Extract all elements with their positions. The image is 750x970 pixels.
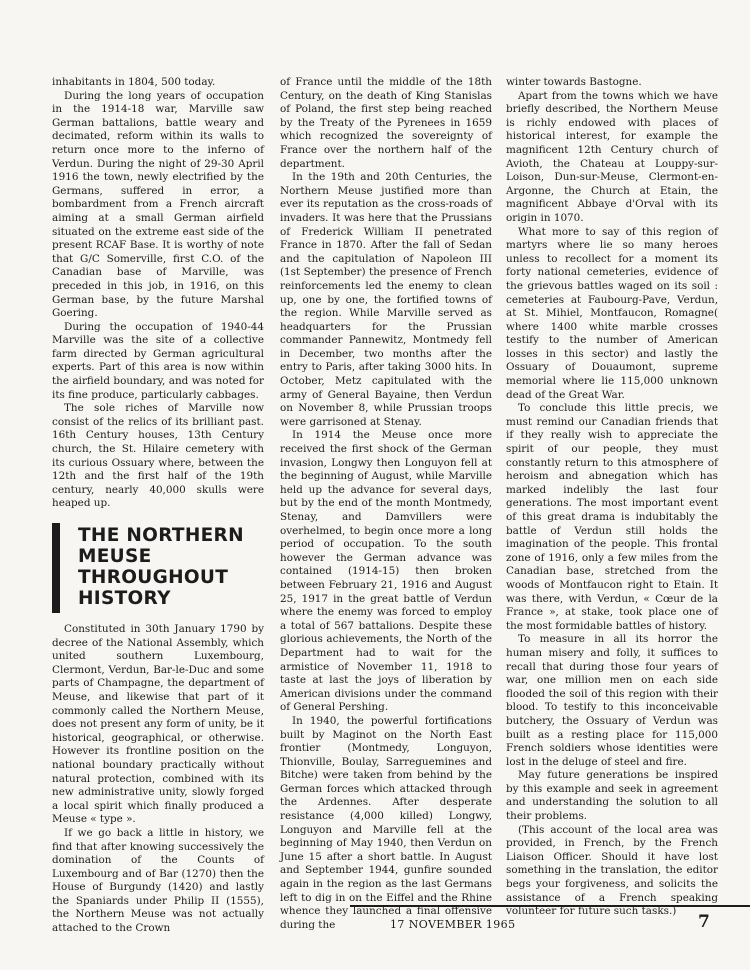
paragraph: winter towards Bastogne. [506, 76, 642, 88]
paragraph: May future generations be inspired by this example and seek in agreement and understanding the solution to all their problems. [506, 769, 718, 823]
page-number: 7 [698, 912, 710, 932]
paragraph: The sole riches of Marville now consist of the relics of its brilliant past. 16th Century houses, 13th Century church, the St. Hilaire cemetery with its curious Ossuary where, between the 12th and the first half of the 19th century, nearly 40,000 skulls were heaped up. [52, 402, 264, 510]
paragraph: To conclude this little precis, we must remind our Canadian friends that if they really wish to appreciate the spirit of our people, they must constantly return to this atmosphere of heroism and abnegation which has marked indelibly the last four generations. The most important event of this great drama is indubitably the battle of Verdun still holds the imagination of the people. This frontal zone of 1916, only a few miles from the Canadian base, stretched from the woods of Montfaucon right to Etain. It was there, with Verdun, « Cœur de la France », at stake, took place one of the most formidable battles of history. [506, 402, 718, 632]
column-2 [280, 76, 492, 932]
paragraph: In 1914 the Meuse once more received the first shock of the German invasion, Longwy then Longuyon fell at the beginning of August, while Marville held up the advance for several days, but by the end of the month Montmedy, Stenay, and Damvillers were overhelmed, to begin once more a long period of occupation. To the south however the German advance was contained (1914-15) then broken between February 21, 1916 and August 25, 1917 in the great battle of Verdun where the enemy was forced to employ a total of 567 battalions. Despite these glorious achievements, the North of the Department had to wait for the armistice of November 11, 1918 to taste at last the joys of liberation by American divisions under the command of General Pershing. [280, 429, 492, 714]
footer-rule [350, 905, 750, 907]
paragraph: What more to say of this region of martyrs where lie so many heroes unless to recollect for a moment its forty national cemeteries, evidence of the grievous battles waged on its soil : cemeteries at Faubourg-Pave, Verdun, at St. Mihiel, Montfaucon, Romagne( where 1400 white marble crosses testify to the number of American losses in this sector) and lastly the Ossuary of Douaumont, supreme memorial where lie 115,000 unknown dead of the Great War. [506, 225, 718, 401]
column-1 [52, 76, 264, 936]
footer-date: 17 NOVEMBER 1965 [390, 918, 516, 931]
section-heading-line: MEUSE [78, 546, 152, 567]
section-heading-line: THE NORTHERN [78, 525, 244, 546]
column-3 [506, 76, 718, 919]
paragraph: of France until the middle of the 18th Century, on the death of King Stanislas of Poland, the first step being reached by the Treaty of the Pyrenees in 1659 which recognized the sovereignty of France over the northern half of the department. [280, 76, 492, 170]
section-heading-line: HISTORY [78, 588, 171, 609]
paragraph: inhabitants in 1804, 500 today. [52, 76, 216, 88]
paragraph: To measure in all its horror the human misery and folly, it suffices to recall that during those four years of war, one million men on each side flooded the soil of this region with their blood. To testify to this inconceivable butchery, the Ossuary of Verdun was built as a resting place for 115,000 French soldiers whose identities were lost in the deluge of steel and fire. [506, 633, 718, 768]
paragraph: In 1940, the powerful fortifications built by Maginot on the North East frontier (Montmedy, Longuyon, Thionville, Boulay, Sarreguemines and Bitche) were taken from behind by the German forces which attacked through the Ardennes. After desperate resistance (4,000 killed) Longwy, Longuyon and Marville fell at the beginning of May 1940, then Verdun on June 15 after a short battle. In August and September 1944, gunfire sounded again in the region as the last Germans left to dig in on the Eiffel and the Rhine whence they launched a final offensive during the [280, 714, 492, 931]
paragraph: (This account of the local area was provided, in French, by the French Liaison Officer. Should it have lost something in the translation, the editor begs your forgiveness, and solicits the assistance of a French speaking volunteer for future such tasks.) [506, 823, 718, 918]
paragraph: In the 19th and 20th Centuries, the Northern Meuse justified more than ever its reputation as the cross-roads of invaders. It was here that the Prussians of Frederick William II penetrated France in 1870. After the fall of Sedan and the capitulation of Napoleon III (1st September) the presence of French reinforcements led the enemy to clean up, one by one, the fortified towns of the region. While Marville served as headquarters for the Prussian commander Pannewitz, Montmedy fell in December, two months after the entry to Paris, after taking 3000 hits. In October, Metz capitulated with the army of General Bayaine, then Verdun on November 8, while Prussian troops were garrisoned at Stenay. [280, 171, 492, 428]
paragraph: If we go back a little in history, we find that after knowing successively the domination of the Counts of Luxembourg and of Bar (1270) then the House of Burgundy (1420) and lastly the Spaniards under Philip II (1555), the Northern Meuse was not actually attached to the Crown [52, 826, 264, 935]
section-heading-line: THROUGHOUT [78, 567, 229, 588]
paragraph: During the long years of occupation in the 1914-18 war, Marville saw German battalions, battle weary and decimated, reform within its walls to return once more to the inferno of Verdun. During the night of 29-30 April 1916 the town, newly electrified by the Germans, suffered in error, a bombardment from a French aircraft aiming at a small German airfield situated on the extreme east side of the present RCAF Base. It is worthy of note that G/C Somerville, first C.O. of the Canadian base of Marville, was preceded in this job, in 1916, on this German base, by the future Marshal Goering. [52, 89, 264, 320]
paragraph: During the occupation of 1940-44 Marville was the site of a collective farm directed by German agricultural experts. Part of this area is now within the airfield boundary, and was noted for its fine produce, particularly cabbages. [52, 320, 264, 401]
paragraph: Apart from the towns which we have briefly described, the Northern Meuse is richly endowed with places of historical interest, for example the magnificent 12th Century church of Avioth, the Chateau at Louppy-sur-Loison, Dun-sur-Meuse, Clermont-en-Argonne, the Church at Etain, the magnificent Abbaye d'Orval with its origin in 1070. [506, 89, 718, 224]
section-heading [52, 523, 264, 613]
paragraph: Constituted in 30th January 1790 by decree of the National Assembly, which united southern Luxembourg, Clermont, Verdun, Bar-le-Duc and some parts of Champagne, the department of Meuse, and likewise that part of it commonly called the Northern Meuse, does not present any form of unity, be it historical, geographical, or otherwise. However its frontline position on the national boundary practically without natural protection, combined with its new administrative unity, slowly forged a local spirit which finally produced a Meuse « type ». [52, 623, 264, 826]
